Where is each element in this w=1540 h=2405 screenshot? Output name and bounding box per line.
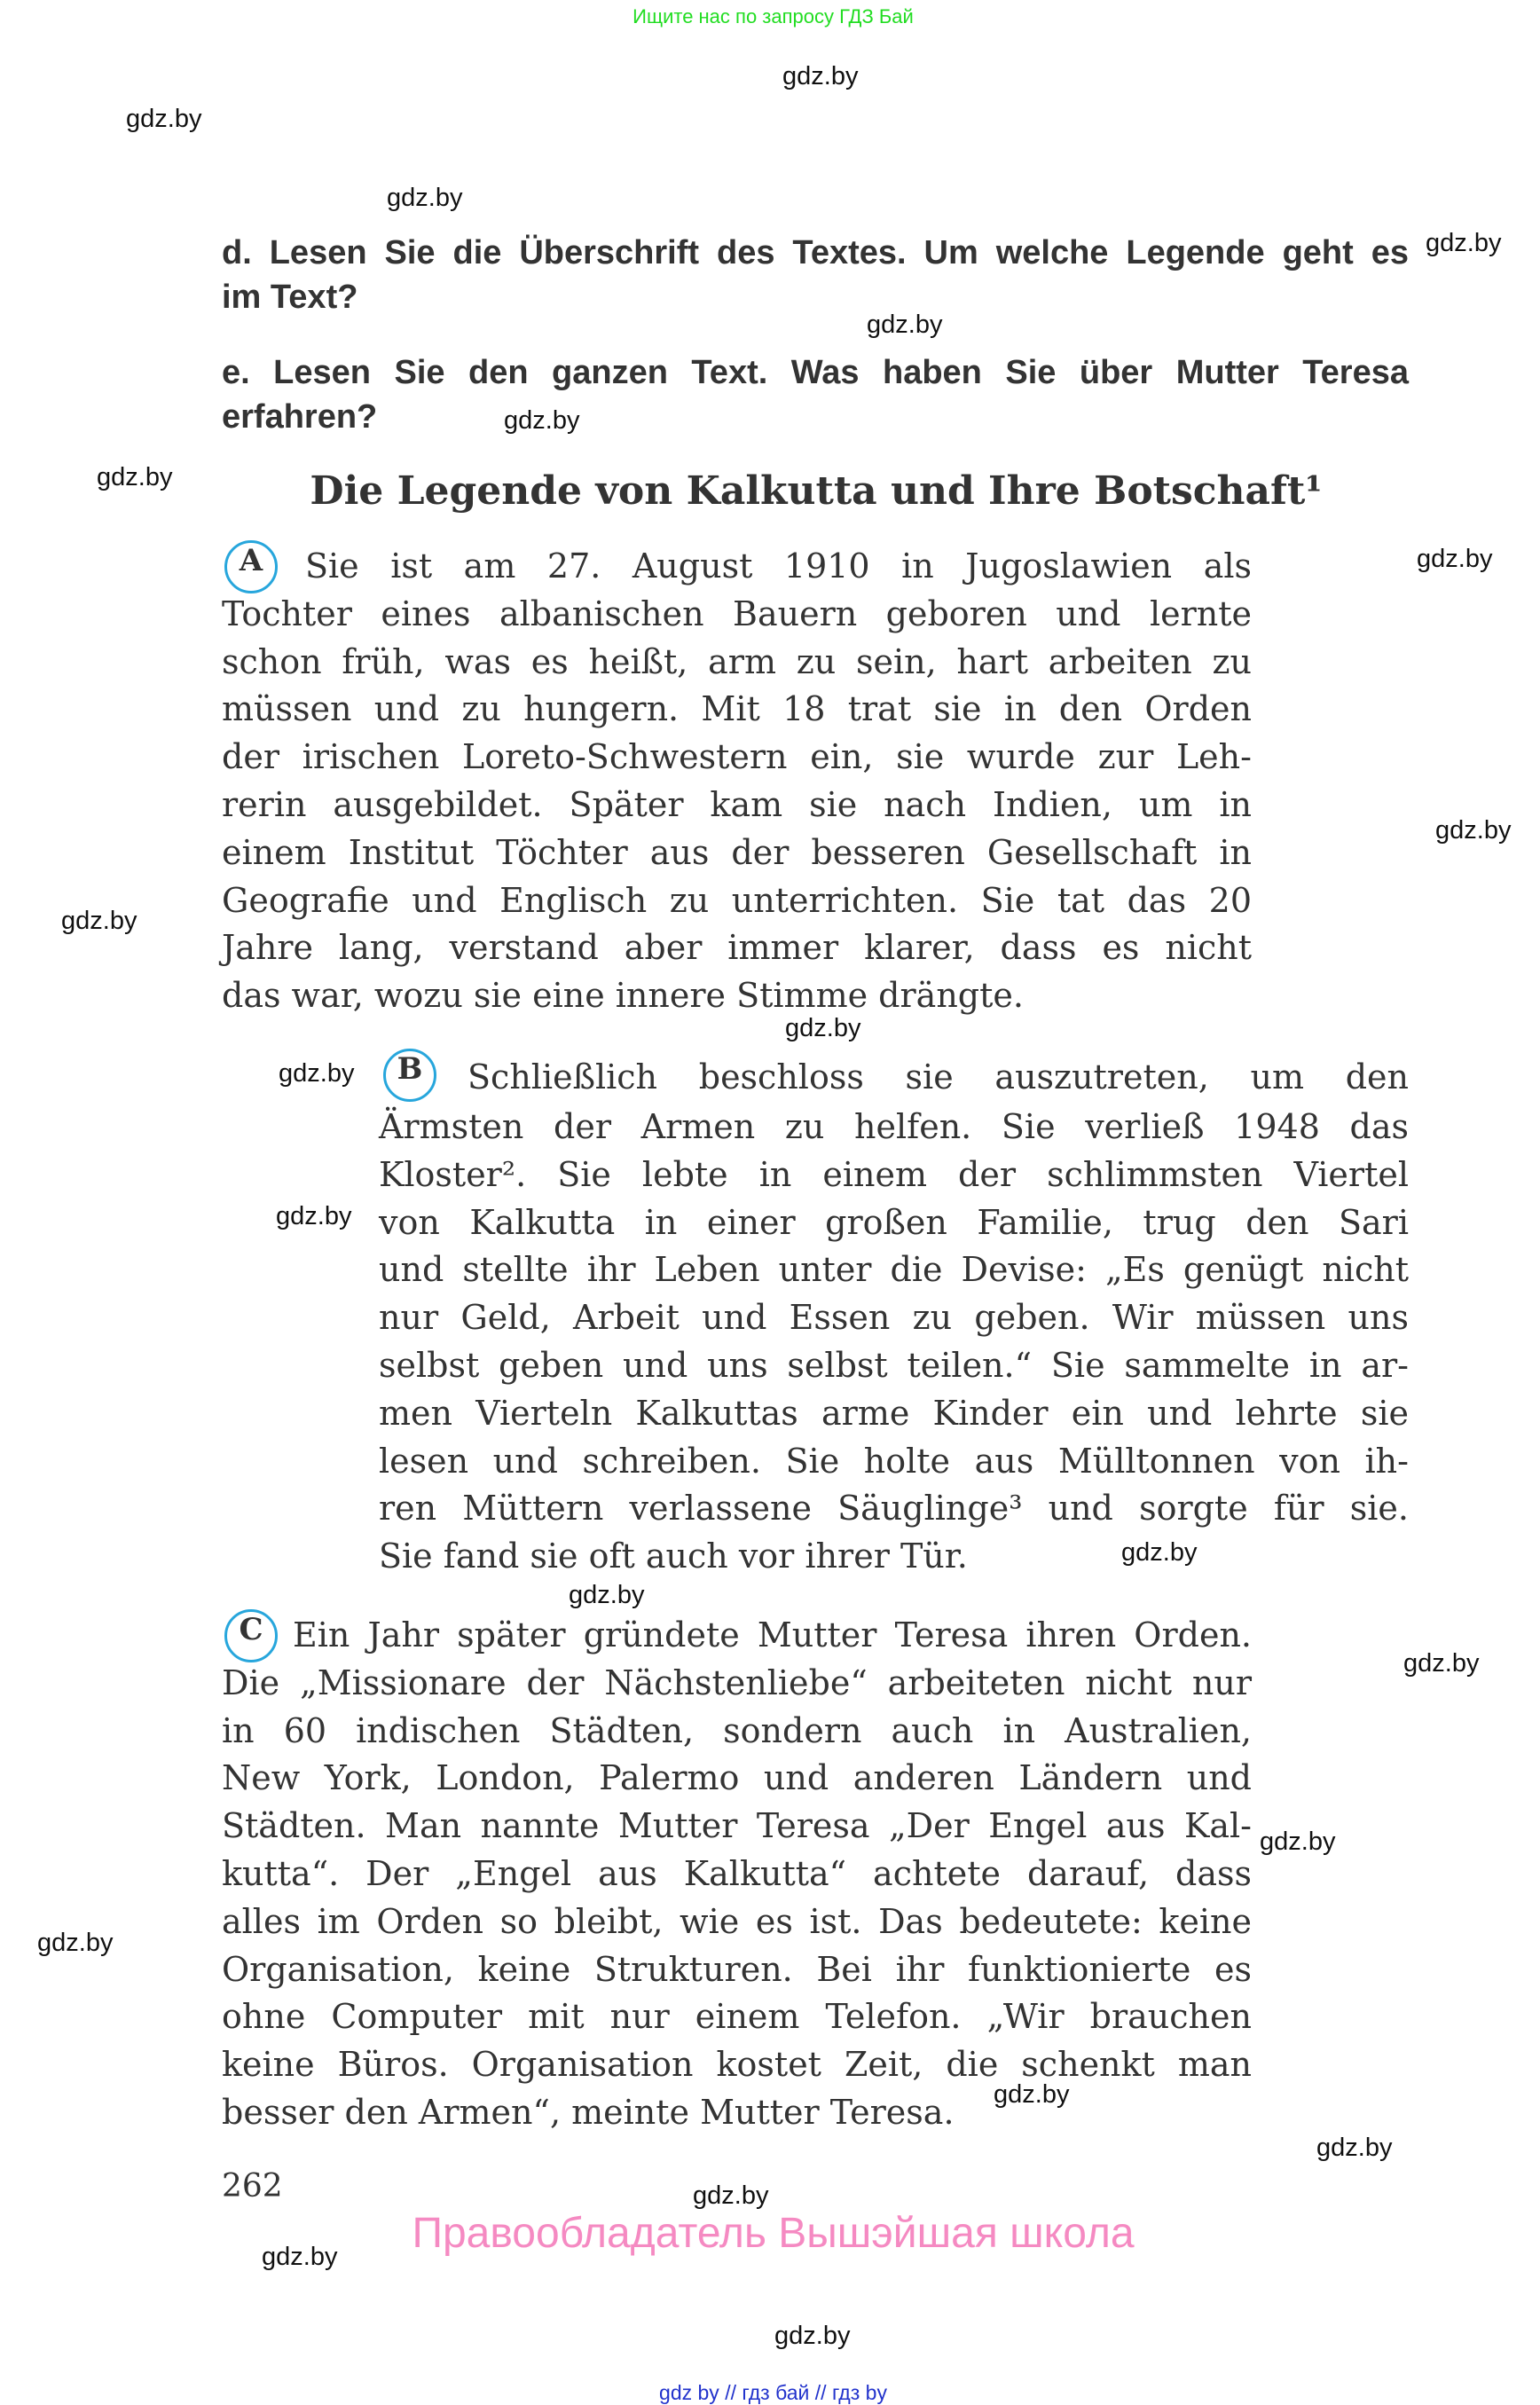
footer-link[interactable]: gdz by bbox=[659, 2381, 719, 2404]
paragraph-line: müssen und zu hungern. Mit 18 trat sie in den Orden bbox=[222, 689, 1252, 729]
watermark: gdz.by bbox=[1426, 229, 1502, 257]
search-hint-banner: Ищите нас по запросу ГДЗ Бай bbox=[632, 5, 914, 28]
paragraph-line: Jahre lang, verstand aber immer klarer, dass es nicht bbox=[222, 928, 1252, 968]
watermark: gdz.by bbox=[276, 1202, 352, 1230]
question-d-line: im Text? bbox=[222, 279, 358, 316]
paragraph-line: Kloster². Sie lebte in einem der schlimmsten Viertel bbox=[379, 1154, 1409, 1194]
page-number: 262 bbox=[222, 2168, 283, 2205]
paragraph-line: Sie ist am 27. August 1910 in Jugoslawien als bbox=[305, 546, 1252, 586]
paragraph-line: Tochter eines albanischen Bauern geboren und lernte bbox=[222, 593, 1252, 633]
paragraph-line: Die „Missionare der Nächstenliebe“ arbeiteten nicht nur bbox=[222, 1662, 1252, 1702]
watermark: gdz.by bbox=[262, 2243, 338, 2271]
watermark: gdz.by bbox=[1435, 816, 1512, 845]
paragraph-line: einem Institut Töchter aus der besseren Gesellschaft in bbox=[222, 832, 1252, 872]
paragraph-line: besser den Armen“, meinte Mutter Teresa. bbox=[222, 2092, 955, 2132]
paragraph-c bbox=[222, 1612, 1252, 2137]
paragraph-line: men Vierteln Kalkuttas arme Kinder ein und lehrte sie bbox=[379, 1393, 1409, 1433]
watermark: gdz.by bbox=[37, 1929, 114, 1957]
watermark: gdz.by bbox=[97, 463, 173, 491]
footer-link[interactable]: гдз by bbox=[831, 2381, 887, 2404]
paragraph-line: von Kalkutta in einer großen Familie, trug den Sari bbox=[379, 1202, 1409, 1242]
watermark: gdz.by bbox=[387, 184, 463, 212]
footer-separator: // bbox=[725, 2381, 736, 2404]
paragraph-line: Geografie und Englisch zu unterrichten. Sie tat das 20 bbox=[222, 880, 1252, 920]
paragraph-line: das war, wozu sie eine innere Stimme drängte. bbox=[222, 976, 1024, 1016]
paragraph-line: Ein Jahr später gründete Mutter Teresa ihren Orden. bbox=[293, 1615, 1252, 1654]
paragraph-line: ren Müttern verlassene Säuglinge³ und sorgte für sie. bbox=[379, 1489, 1409, 1529]
paragraph-line: selbst geben und uns selbst teilen.“ Sie sammelte in ar- bbox=[379, 1345, 1409, 1385]
paragraph-marker-b: B bbox=[383, 1049, 436, 1102]
watermark: gdz.by bbox=[867, 310, 943, 339]
watermark: gdz.by bbox=[1417, 545, 1493, 573]
paragraph-line: Ärmsten der Armen zu helfen. Sie verließ 1948 das bbox=[379, 1107, 1409, 1146]
watermark: gdz.by bbox=[693, 2181, 769, 2210]
paragraph-line: Schließlich beschloss sie auszutreten, um den bbox=[468, 1057, 1409, 1096]
footer-link[interactable]: гдз бай bbox=[742, 2381, 810, 2404]
paragraph-a bbox=[222, 543, 1252, 1020]
paragraph-line: lesen und schreiben. Sie holte aus Mülltonnen von ih- bbox=[379, 1441, 1409, 1481]
copyright-owner: Правообладатель Вышэйшая школа bbox=[412, 2210, 1135, 2257]
paragraph-marker-a: A bbox=[224, 540, 278, 593]
footer-separator: // bbox=[814, 2381, 827, 2404]
watermark: gdz.by bbox=[1316, 2134, 1393, 2162]
paragraph-line: keine Büros. Organisation kostet Zeit, die schenkt man bbox=[222, 2045, 1252, 2085]
watermark: gdz.by bbox=[994, 2080, 1070, 2109]
watermark: gdz.by bbox=[126, 105, 202, 133]
watermark: gdz.by bbox=[1403, 1649, 1480, 1678]
paragraph-line: Sie fand sie oft auch vor ihrer Tür. bbox=[379, 1537, 968, 1576]
paragraph-b bbox=[379, 1051, 1409, 1581]
question-e-line: e. Lesen Sie den ganzen Text. Was haben Sie über Mutter Teresa bbox=[222, 354, 1409, 391]
question-d bbox=[222, 231, 1409, 319]
question-e-line: erfahren? bbox=[222, 398, 378, 436]
paragraph-line: und stellte ihr Leben unter die Devise: „Es genügt nicht bbox=[379, 1250, 1409, 1290]
question-e bbox=[222, 350, 1409, 439]
paragraph-line: Städten. Man nannte Mutter Teresa „Der Engel aus Kal- bbox=[222, 1806, 1252, 1846]
watermark: gdz.by bbox=[569, 1581, 645, 1609]
paragraph-line: alles im Orden so bleibt, wie es ist. Das bedeutete: keine bbox=[222, 1901, 1252, 1941]
paragraph-line: ohne Computer mit nur einem Telefon. „Wir brauchen bbox=[222, 1997, 1252, 2037]
watermark: gdz.by bbox=[61, 907, 138, 935]
text-title: Die Legende von Kalkutta und Ihre Botschaft¹ bbox=[310, 468, 1323, 514]
watermark: gdz.by bbox=[785, 1014, 861, 1042]
paragraph-line: in 60 indischen Städten, sondern auch in Australien, bbox=[222, 1710, 1252, 1750]
paragraph-line: New York, London, Palermo und anderen Ländern und bbox=[222, 1758, 1252, 1798]
question-d-line: d. Lesen Sie die Überschrift des Textes. Um welche Legende geht es bbox=[222, 234, 1409, 271]
watermark: gdz.by bbox=[774, 2322, 851, 2350]
footer-links bbox=[0, 2381, 1540, 2405]
paragraph-marker-c: C bbox=[224, 1609, 278, 1662]
paragraph-line: kutta“. Der „Engel aus Kalkutta“ achtete darauf, dass bbox=[222, 1853, 1252, 1893]
watermark: gdz.by bbox=[279, 1059, 355, 1088]
paragraph-line: der irischen Loreto-Schwestern ein, sie wurde zur Leh- bbox=[222, 737, 1252, 777]
paragraph-line: rerin ausgebildet. Später kam sie nach Indien, um in bbox=[222, 784, 1252, 824]
paragraph-line: schon früh, was es heißt, arm zu sein, hart arbeiten zu bbox=[222, 641, 1252, 681]
watermark: gdz.by bbox=[504, 406, 580, 435]
watermark: gdz.by bbox=[1260, 1827, 1336, 1856]
watermark: gdz.by bbox=[782, 62, 859, 90]
paragraph-line: Organisation, keine Strukturen. Bei ihr funktionierte es bbox=[222, 1949, 1252, 1989]
watermark: gdz.by bbox=[1121, 1538, 1198, 1567]
paragraph-line: nur Geld, Arbeit und Essen zu geben. Wir müssen uns bbox=[379, 1298, 1409, 1338]
